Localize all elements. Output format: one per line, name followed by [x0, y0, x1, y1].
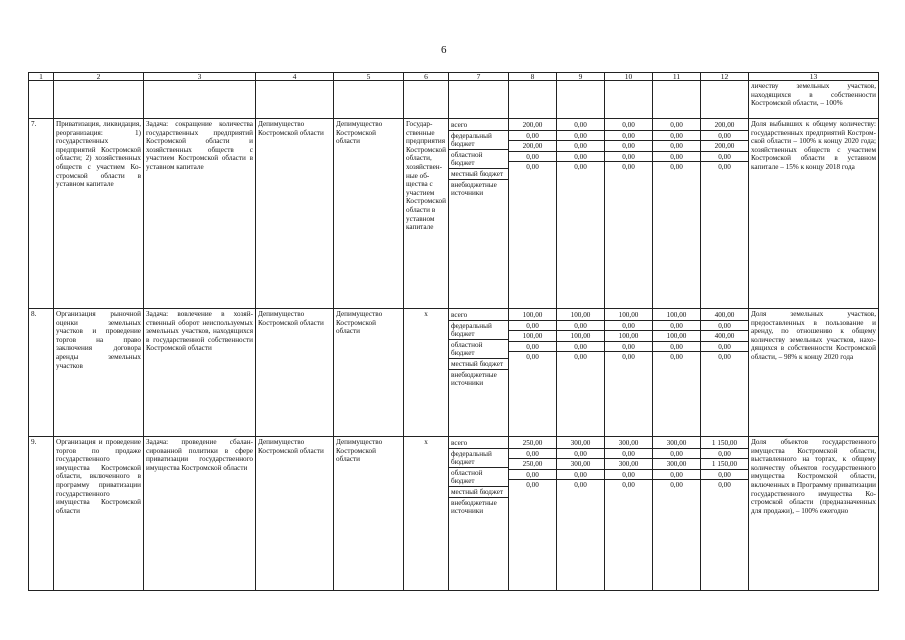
- source-item: внебюджетные источники: [449, 497, 508, 516]
- value: 300,00: [653, 458, 700, 469]
- header-cell: 13: [749, 73, 879, 81]
- task-cell: Задача: вовлечение в хозяйственный оборот неиспользуемых земельных участков, находящихся в государственной собственности Костромской области: [144, 309, 256, 437]
- table-row: [29, 437, 879, 591]
- value: 0,00: [605, 130, 652, 141]
- value: 100,00: [522, 311, 543, 319]
- source-item: местный бюджет: [449, 168, 508, 179]
- indicator-cell: Доля объектов государственного имущества Костромской области, выставленного на торгах, к общему количеству объектов государственного имущества Костромской области, включенных в Программу приватизации государственного имущества Костромской области (предназначенных для продажи), – 100% ежегодно: [749, 437, 879, 591]
- header-cell: 5: [334, 73, 404, 81]
- value: 250,00: [522, 439, 543, 447]
- value: 100,00: [653, 330, 700, 341]
- value: 200,00: [701, 140, 748, 151]
- value-col-10: [605, 437, 653, 591]
- source-item: всего: [451, 121, 468, 129]
- header-cell: 2: [54, 73, 144, 81]
- value: 0,00: [557, 320, 604, 331]
- value: 0,00: [557, 140, 604, 151]
- value: 0,00: [557, 151, 604, 162]
- source-item: всего: [451, 439, 468, 447]
- recipient-cell: х: [404, 437, 449, 591]
- value: 0,00: [605, 351, 652, 362]
- coexecutor-cell: Депимущество Костромской области: [334, 119, 404, 309]
- value: 100,00: [509, 330, 556, 341]
- value-col-12: [701, 437, 749, 591]
- value: 300,00: [618, 439, 639, 447]
- coexecutor-cell: Депимущество Костромской области: [334, 309, 404, 437]
- header-cell: 8: [509, 73, 557, 81]
- page-number: 6: [441, 44, 447, 56]
- value: 0,00: [701, 448, 748, 459]
- value-col-11: [653, 119, 701, 309]
- value: 0,00: [653, 448, 700, 459]
- value: 0,00: [605, 151, 652, 162]
- value: 0,00: [557, 479, 604, 490]
- value: 0,00: [701, 161, 748, 172]
- value-col-9: [557, 437, 605, 591]
- value: 0,00: [509, 130, 556, 141]
- value: 200,00: [714, 121, 735, 129]
- value: 300,00: [557, 458, 604, 469]
- value-col-11: [653, 437, 701, 591]
- value-col-9: [557, 309, 605, 437]
- value: 0,00: [509, 351, 556, 362]
- value: 300,00: [605, 458, 652, 469]
- value: 0,00: [509, 479, 556, 490]
- value-col-10: [605, 309, 653, 437]
- value: 0,00: [509, 341, 556, 352]
- executor-cell: Депимущество Костромской области: [256, 119, 334, 309]
- header-cell: 1: [29, 73, 54, 81]
- value: 400,00: [714, 311, 735, 319]
- header-cell: 7: [449, 73, 509, 81]
- task-cell: Задача: сокращение количества государственных предприятий Костромской области и хозяйственных обществ с участием Костромской области в уставном капитале: [144, 119, 256, 309]
- header-cell: 11: [653, 73, 701, 81]
- value-col-10: [605, 119, 653, 309]
- source-item: внебюджетные источники: [449, 369, 508, 388]
- source-item: местный бюджет: [449, 486, 508, 497]
- value: 0,00: [605, 479, 652, 490]
- carry-over-row: [29, 81, 879, 119]
- header-cell: 4: [256, 73, 334, 81]
- value: 0,00: [701, 130, 748, 141]
- source-item: федеральный бюджет: [449, 448, 508, 467]
- value: 300,00: [570, 439, 591, 447]
- header-cell: 9: [557, 73, 605, 81]
- value: 1 150,00: [701, 458, 748, 469]
- value: 0,00: [557, 351, 604, 362]
- value: 0,00: [557, 448, 604, 459]
- value: 0,00: [557, 341, 604, 352]
- value: 0,00: [701, 341, 748, 352]
- value-col-12: [701, 119, 749, 309]
- header-cell: 10: [605, 73, 653, 81]
- value: 0,00: [509, 320, 556, 331]
- event-name: Организация и проведение торгов по продаже государственного имущества Костромской области, включенного в программу приватизации государственного имущества Костромской области: [54, 437, 144, 591]
- executor-cell: Депимущество Костромской области: [256, 437, 334, 591]
- value: 100,00: [605, 330, 652, 341]
- value: 0,00: [653, 320, 700, 331]
- value: 0,00: [605, 341, 652, 352]
- event-name: Организация рыночной оценки земельных участков и проведение торгов на право заключения договора аренды земельных участков: [54, 309, 144, 437]
- value: 0,00: [605, 469, 652, 480]
- value: 0,00: [605, 320, 652, 331]
- row-number: 8.: [29, 309, 54, 437]
- value: 100,00: [557, 330, 604, 341]
- value-col-11: [653, 309, 701, 437]
- indicator-cell: личеству земельных участков, находящихся в собственности Костромской области, – 100%: [749, 81, 879, 119]
- value: 0,00: [653, 351, 700, 362]
- indicator-cell: Доля выбывших к общему количеству: государственных предприятий Костромской области – 100% к концу 2020 года; хозяйственных обществ с участием Костромской области в уставном капитале – 15% к концу 2018 года: [749, 119, 879, 309]
- value: 0,00: [653, 479, 700, 490]
- value: 0,00: [622, 121, 635, 129]
- value-col-8: [509, 437, 557, 591]
- value-col-8: [509, 119, 557, 309]
- value: 0,00: [605, 448, 652, 459]
- value: 0,00: [557, 161, 604, 172]
- value: 1 150,00: [711, 439, 738, 447]
- task-cell: Задача: проведение сбалансированной политики в сфере приватизации государственного имущества Костромской области: [144, 437, 256, 591]
- recipient-cell: Государственные предприятия Костромской области, хозяйственные общества с участием Костромской области в уставном капитале: [404, 119, 449, 309]
- value: 0,00: [509, 448, 556, 459]
- value: 100,00: [618, 311, 639, 319]
- header-cell: 12: [701, 73, 749, 81]
- header-cell: 3: [144, 73, 256, 81]
- value: 100,00: [666, 311, 687, 319]
- source-item: федеральный бюджет: [449, 320, 508, 339]
- value: 0,00: [701, 151, 748, 162]
- header-row: [29, 73, 879, 81]
- value: 400,00: [701, 330, 748, 341]
- row-number: 9.: [29, 437, 54, 591]
- program-table: [28, 72, 879, 591]
- source-item: местный бюджет: [449, 358, 508, 369]
- value: 0,00: [605, 161, 652, 172]
- value: 0,00: [509, 469, 556, 480]
- value: 0,00: [653, 469, 700, 480]
- executor-cell: Депимущество Костромской области: [256, 309, 334, 437]
- value: 300,00: [666, 439, 687, 447]
- value: 0,00: [653, 140, 700, 151]
- value: 0,00: [653, 161, 700, 172]
- value: 0,00: [557, 469, 604, 480]
- value: 0,00: [574, 121, 587, 129]
- value: 0,00: [509, 161, 556, 172]
- value-col-9: [557, 119, 605, 309]
- value-col-8: [509, 309, 557, 437]
- source-item: областной бюджет: [449, 467, 508, 486]
- value: 0,00: [701, 469, 748, 480]
- source-item: всего: [451, 311, 468, 319]
- sources-cell: [449, 437, 509, 591]
- value: 0,00: [701, 351, 748, 362]
- source-item: областной бюджет: [449, 149, 508, 168]
- value: 0,00: [557, 130, 604, 141]
- value: 0,00: [509, 151, 556, 162]
- value: 100,00: [570, 311, 591, 319]
- value: 0,00: [701, 479, 748, 490]
- value: 0,00: [701, 320, 748, 331]
- value-col-12: [701, 309, 749, 437]
- source-item: федеральный бюджет: [449, 130, 508, 149]
- row-number: 7.: [29, 119, 54, 309]
- table-row: [29, 119, 879, 309]
- source-item: областной бюджет: [449, 339, 508, 358]
- value: 200,00: [509, 140, 556, 151]
- source-item: внебюджетные источники: [449, 179, 508, 198]
- value: 0,00: [653, 341, 700, 352]
- value: 200,00: [522, 121, 543, 129]
- sources-cell: [449, 119, 509, 309]
- value: 0,00: [670, 121, 683, 129]
- sources-cell: [449, 309, 509, 437]
- event-name: Приватизация, ликвидация, реорганизация: 1) государственных предприятий Костромской области; 2) хозяйственных обществ с участием Костромской области в уставном капитале: [54, 119, 144, 309]
- value: 0,00: [605, 140, 652, 151]
- indicator-cell: Доля земельных участков, предоставленных в пользование и аренду, по отношению к общему количеству земельных участков, находящихся в собственности Костромской области, – 98% к концу 2020 года: [749, 309, 879, 437]
- value: 0,00: [653, 151, 700, 162]
- recipient-cell: х: [404, 309, 449, 437]
- value: 0,00: [653, 130, 700, 141]
- header-cell: 6: [404, 73, 449, 81]
- table-row: [29, 309, 879, 437]
- coexecutor-cell: Депимущество Костромской области: [334, 437, 404, 591]
- value: 250,00: [509, 458, 556, 469]
